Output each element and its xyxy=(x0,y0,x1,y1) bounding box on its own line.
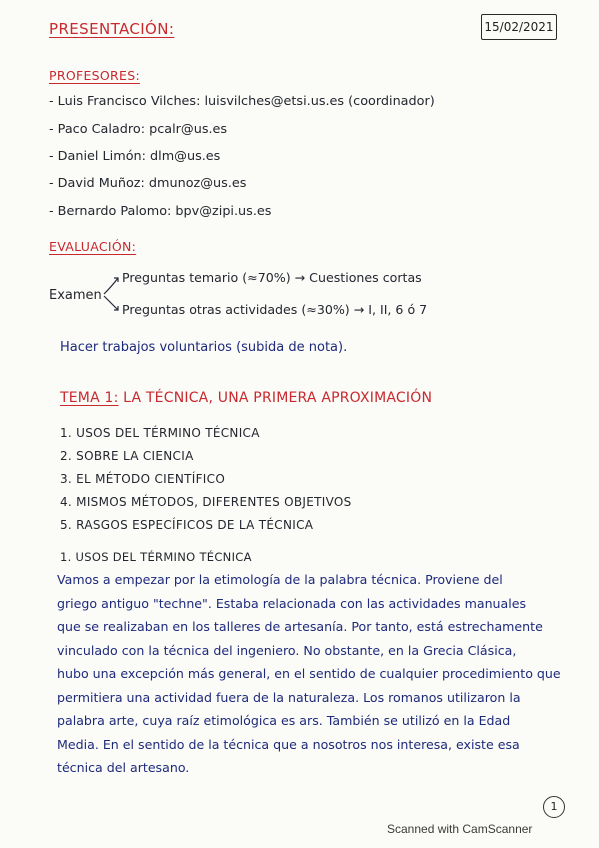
paragraph-line: permitiera una actividad fuera de la naturaleza. Los romanos utilizaron la xyxy=(57,690,521,705)
date-box: 15/02/2021 xyxy=(481,14,557,40)
evaluation-note: Hacer trabajos voluntarios (subida de nota). xyxy=(60,340,348,355)
section-heading: 1. USOS DEL TÉRMINO TÉCNICA xyxy=(60,550,252,564)
professor-item: - Paco Caladro: pcalr@us.es xyxy=(49,122,228,137)
theme-item: 2. SOBRE LA CIENCIA xyxy=(60,449,194,463)
theme-heading-rest: LA TÉCNICA, UNA PRIMERA APROXIMACIÓN xyxy=(118,390,433,406)
page-number: 1 xyxy=(543,796,565,818)
professors-heading: PROFESORES: xyxy=(49,68,140,83)
professor-item: - Luis Francisco Vilches: luisvilches@etsi.us.es (coordinador) xyxy=(49,94,435,109)
scanner-watermark: Scanned with CamScanner xyxy=(387,822,533,836)
theme-heading-prefix: TEMA 1: xyxy=(60,390,119,406)
paragraph-line: que se realizaban en los talleres de artesanía. Por tanto, está estrechamente xyxy=(57,619,543,634)
paragraph-line: palabra arte, cuya raíz etimológica es ars. También se utilizó en la Edad xyxy=(57,713,511,728)
paragraph-line: técnica del artesano. xyxy=(57,760,190,775)
exam-label: Examen xyxy=(49,288,102,303)
professor-item: - Daniel Limón: dlm@us.es xyxy=(49,149,221,164)
exam-branch-bottom: Preguntas otras actividades (≈30%) → I, II, 6 ó 7 xyxy=(122,302,428,317)
paragraph-line: Vamos a empezar por la etimología de la palabra técnica. Proviene del xyxy=(57,572,503,587)
paragraph-line: vinculado con la técnica del ingeniero. No obstante, en la Grecia Clásica, xyxy=(57,643,517,658)
page-title: PRESENTACIÓN: xyxy=(49,20,175,38)
theme-item: 5. RASGOS ESPECÍFICOS DE LA TÉCNICA xyxy=(60,518,314,532)
professor-item: - David Muñoz: dmunoz@us.es xyxy=(49,176,247,191)
paragraph-line: griego antiguo "techne". Estaba relacionada con las actividades manuales xyxy=(57,596,527,611)
theme-item: 3. EL MÉTODO CIENTÍFICO xyxy=(60,472,226,486)
theme-heading xyxy=(60,390,432,406)
paragraph-line: hubo una excepción más general, en el sentido de cualquier procedimiento que xyxy=(57,666,561,681)
exam-branch-top: Preguntas temario (≈70%) → Cuestiones cortas xyxy=(122,270,422,285)
professor-item: - Bernardo Palomo: bpv@zipi.us.es xyxy=(49,204,272,219)
paragraph-line: Media. En el sentido de la técnica que a nosotros nos interesa, existe esa xyxy=(57,737,520,752)
theme-item: 4. MISMOS MÉTODOS, DIFERENTES OBJETIVOS xyxy=(60,495,352,509)
theme-item: 1. USOS DEL TÉRMINO TÉCNICA xyxy=(60,426,260,440)
evaluation-heading: EVALUACIÓN: xyxy=(49,239,137,254)
